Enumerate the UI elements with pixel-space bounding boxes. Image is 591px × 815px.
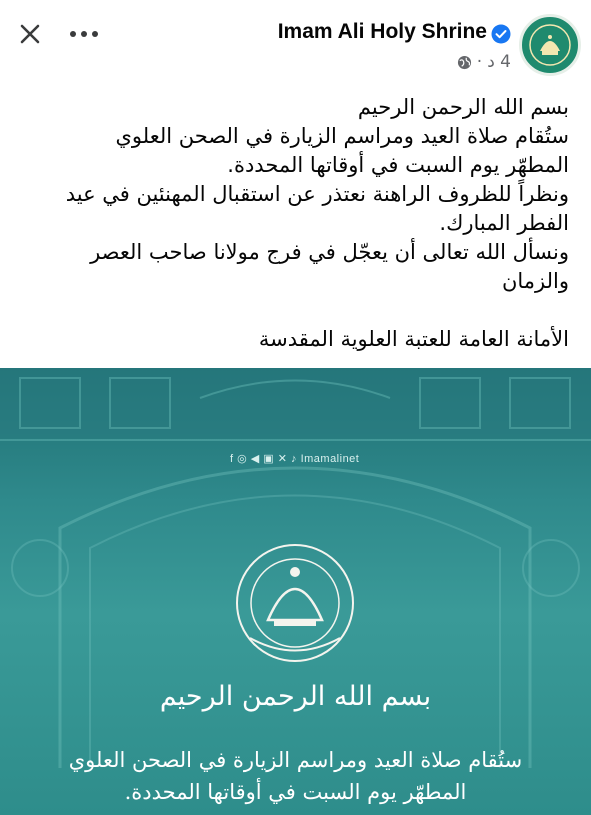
post-line: ونظراً للظروف الراهنة نعتذر عن استقبال المهنئين في عيد — [65, 182, 569, 206]
post-meta — [457, 52, 511, 72]
post-image[interactable] — [0, 368, 591, 815]
close-icon — [18, 22, 42, 46]
post-line: ونسأل الله تعالى أن يعجّل في فرج مولانا صاحب العصر — [90, 240, 569, 264]
post-header — [0, 0, 591, 90]
more-icon — [69, 30, 99, 38]
post-line: والزمان — [501, 269, 569, 293]
image-line: ستُقام صلاة العيد ومراسم الزيارة في الصحن العلوي — [68, 748, 523, 772]
post-line: ستُقام صلاة العيد ومراسم الزيارة في الصحن العلوي — [115, 124, 569, 148]
image-announcement — [0, 744, 591, 808]
social-icons: f ◎ ◀ ▣ ✕ ♪ — [230, 453, 301, 465]
verified-icon — [491, 24, 511, 44]
social-handle: f ◎ ◀ ▣ ✕ ♪ Imamalinet — [230, 453, 360, 465]
post-line: بسم الله الرحمن الرحيم — [357, 95, 569, 119]
image-basmala: بسم الله الرحمن الرحيم — [159, 681, 432, 712]
post-line: الفطر المبارك. — [439, 211, 569, 235]
close-button[interactable] — [12, 16, 48, 52]
meta-separator: · — [476, 52, 483, 72]
post-time[interactable]: 4 د — [487, 52, 511, 72]
page-name[interactable]: Imam Ali Holy Shrine — [277, 20, 487, 43]
post-line: المطهّر يوم السبت في أوقاتها المحددة. — [227, 153, 569, 177]
page-avatar[interactable] — [519, 14, 581, 76]
image-line: المطهّر يوم السبت في أوقاتها المحددة. — [124, 780, 467, 804]
post-signature: الأمانة العامة للعتبة العلوية المقدسة — [258, 327, 569, 351]
globe-icon — [457, 55, 472, 70]
post-text — [14, 93, 569, 354]
shrine-logo-icon — [528, 23, 572, 67]
more-options-button[interactable] — [62, 16, 106, 52]
shrine-emblem-icon — [230, 538, 360, 668]
